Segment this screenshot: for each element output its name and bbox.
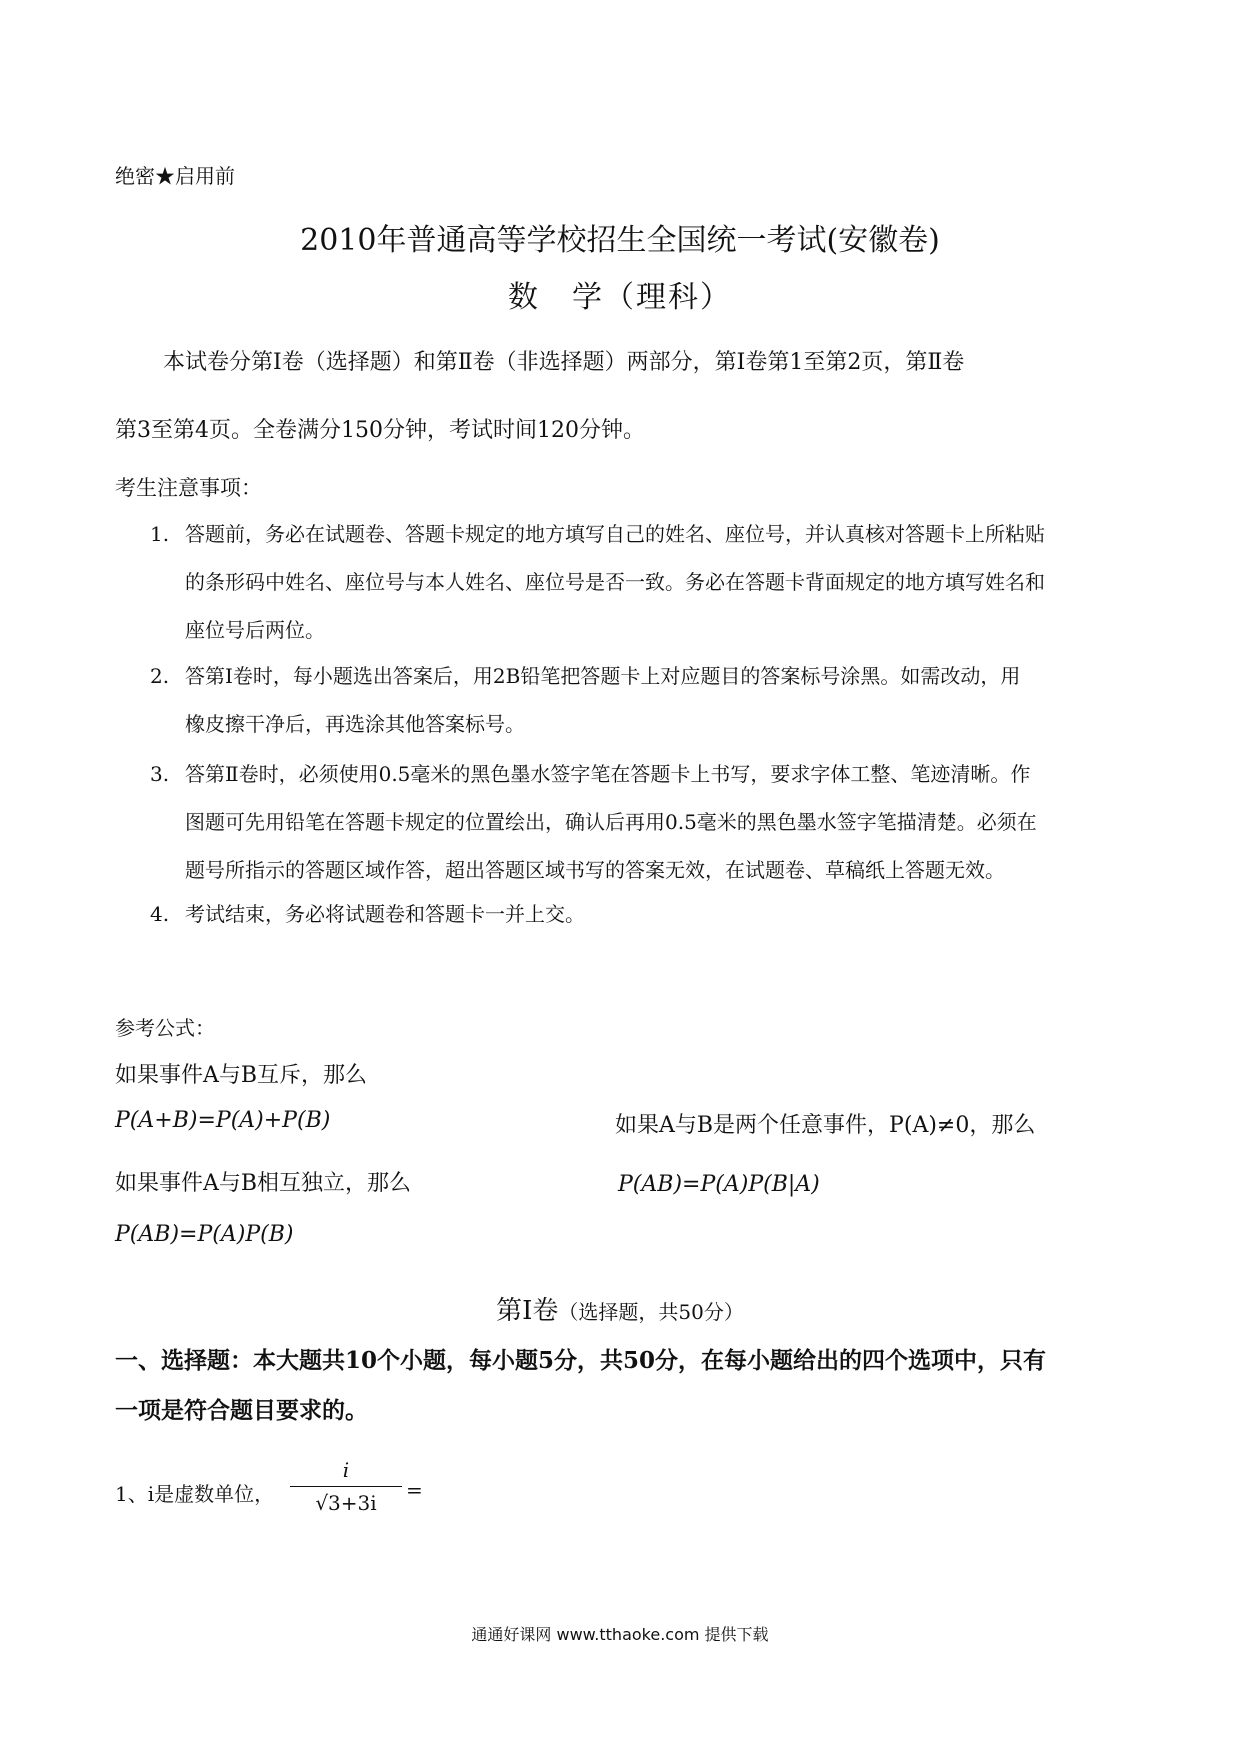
reference-title: 参考公式：	[115, 1016, 215, 1040]
footer-text: 通通好课网 www.tthaoke.com 提供下载	[471, 1625, 769, 1644]
note-line: 题号所指示的答题区域作答，超出答题区域书写的答案无效，在试题卷、草稿纸上答题无效。	[185, 858, 1005, 882]
note-line: 考试结束，务必将试题卷和答题卡一并上交。	[185, 902, 585, 926]
note-item-3	[150, 750, 1037, 894]
note-number: 2.	[150, 664, 170, 688]
intro-line-2: 第3至第4页。全卷满分150分钟，考试时间120分钟。	[115, 418, 645, 443]
note-line: 的条形码中姓名、座位号与本人姓名、座位号是否一致。务必在答题卡背面规定的地方填写姓名和	[185, 570, 1045, 594]
conditional-text: 如果A与B是两个任意事件，P(A)≠0，那么	[615, 1113, 1036, 1138]
note-line: 图题可先用铅笔在答题卡规定的位置绘出，确认后再用0.5毫米的黑色墨水签字笔描清楚。必须在	[185, 810, 1037, 834]
secret-mark: 绝密★启用前	[115, 164, 235, 188]
question-1-text: 1、i是虚数单位，	[115, 1482, 275, 1506]
part1-title-note: （选择题，共50分）	[558, 1300, 744, 1324]
note-line: 座位号后两位。	[185, 618, 325, 642]
section-heading-line-1: 一、选择题：本大题共10个小题，每小题5分，共50分，在每小题给出的四个选项中，只有	[115, 1347, 1047, 1374]
mutual-events-text: 如果事件A与B互斥，那么	[115, 1063, 368, 1088]
note-number: 3.	[150, 762, 170, 786]
fraction-bar	[290, 1486, 402, 1487]
note-line: 答第Ⅰ卷时，每小题选出答案后，用2B铅笔把答题卡上对应题目的答案标号涂黑。如需改动，用	[185, 664, 1021, 688]
note-line: 橡皮擦干净后，再选涂其他答案标号。	[185, 712, 525, 736]
note-line: 答第Ⅱ卷时，必须使用0.5毫米的黑色墨水签字笔在答题卡上书写，要求字体工整、笔迹清晰。作	[185, 762, 1031, 786]
question-1-fraction	[290, 1458, 402, 1515]
conditional-formula: P(AB)=P(A)P(B|A)	[618, 1172, 820, 1197]
note-item-4	[150, 890, 585, 938]
exam-subtitle: 数 学（理科）	[508, 280, 732, 315]
section-heading-line-2: 一项是符合题目要求的。	[115, 1397, 368, 1424]
note-item-2	[150, 652, 1020, 748]
question-1-equals: =	[406, 1478, 423, 1502]
note-item-1	[150, 510, 1045, 654]
part1-title-main: 第Ⅰ卷	[496, 1296, 559, 1326]
note-number: 4.	[150, 902, 170, 926]
note-line: 答题前，务必在试题卷、答题卡规定的地方填写自己的姓名、座位号，并认真核对答题卡上所粘贴	[185, 522, 1045, 546]
fraction-denominator: √3+3i	[315, 1491, 377, 1515]
intro-line-1: 本试卷分第Ⅰ卷（选择题）和第Ⅱ卷（非选择题）两部分，第Ⅰ卷第1至第2页，第Ⅱ卷	[163, 350, 965, 375]
exam-title: 2010年普通高等学校招生全国统一考试(安徽卷)	[300, 223, 940, 258]
part1-title	[0, 1290, 1240, 1327]
independent-events-formula: P(AB)=P(A)P(B)	[115, 1222, 294, 1247]
independent-events-text: 如果事件A与B相互独立，那么	[115, 1171, 412, 1196]
mutual-events-formula: P(A+B)=P(A)+P(B)	[115, 1108, 331, 1133]
notes-title: 考生注意事项：	[115, 476, 262, 500]
fraction-numerator: i	[342, 1458, 350, 1482]
note-number: 1.	[150, 522, 170, 546]
